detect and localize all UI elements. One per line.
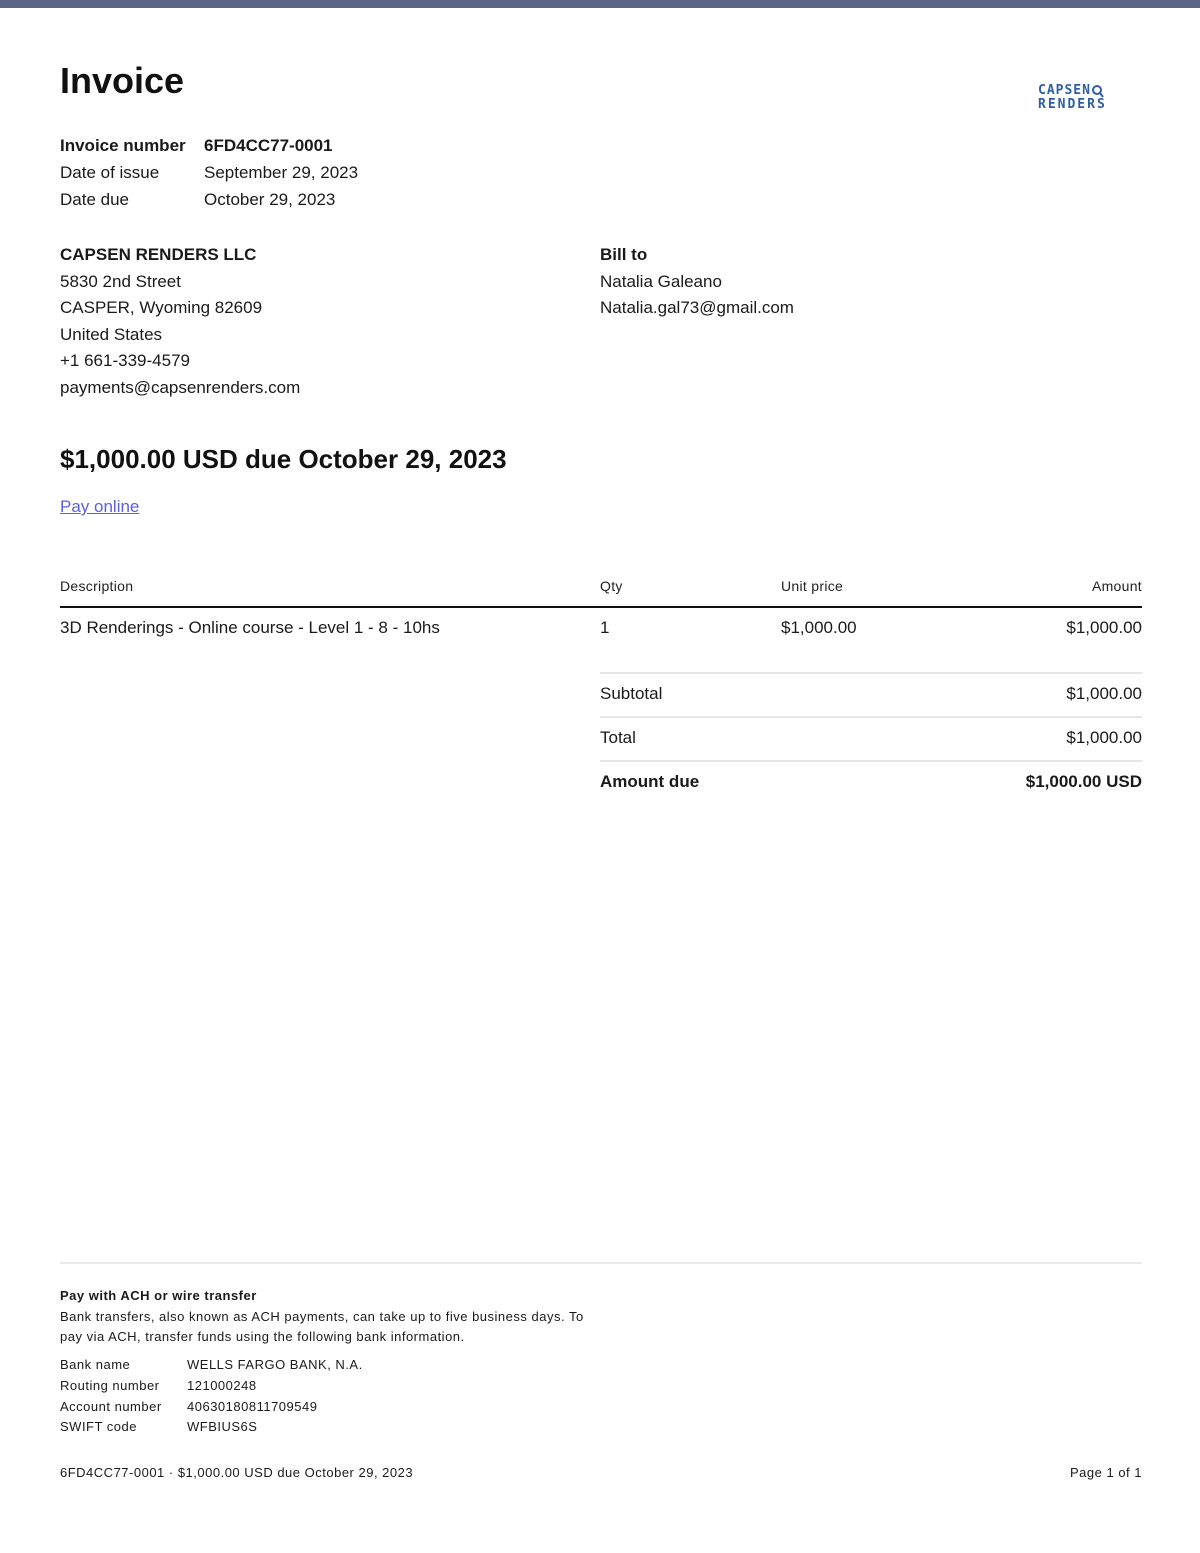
- totals-block: [600, 672, 1142, 804]
- header-unit-price: Unit price: [781, 578, 844, 594]
- routing-number-row: [60, 1376, 363, 1397]
- ach-text: Bank transfers, also known as ACH payments, can take up to five business days. To pay via ACH, transfer funds using the following bank information.: [60, 1308, 584, 1344]
- routing-number-value: 121000248: [187, 1377, 257, 1393]
- amount-due-row: [600, 760, 1142, 804]
- item-description: 3D Renderings - Online course - Level 1 - 8 - 10hs: [60, 618, 440, 637]
- subtotal-value: $1,000.00: [1066, 684, 1142, 703]
- date-due-label: Date due: [60, 190, 129, 209]
- swift-code-row: [60, 1417, 363, 1438]
- seller-street: 5830 2nd Street: [60, 271, 181, 291]
- bank-name-label: Bank name: [60, 1357, 131, 1372]
- invoice-number-label: Invoice number: [60, 136, 186, 155]
- bank-name-row: [60, 1355, 363, 1376]
- bill-to-heading: Bill to: [600, 245, 648, 264]
- page-title: Invoice: [60, 60, 185, 101]
- amount-due-label: Amount due: [600, 772, 700, 791]
- header-description: Description: [60, 578, 134, 594]
- seller-name: CAPSEN RENDERS LLC: [60, 245, 257, 264]
- bill-to-email: Natalia.gal73@gmail.com: [600, 298, 794, 318]
- date-of-issue-label: Date of issue: [60, 163, 160, 182]
- seller-city: CASPER, Wyoming 82609: [60, 298, 263, 318]
- table-row: [60, 618, 1142, 642]
- items-table-header: [60, 578, 1142, 606]
- company-logo: [1038, 83, 1107, 114]
- logo-line-1: CAPSEN: [1038, 83, 1091, 98]
- total-row: [600, 716, 1142, 760]
- table-header-divider: [60, 606, 1142, 608]
- date-of-issue-value: September 29, 2023: [204, 163, 359, 182]
- total-value: $1,000.00: [1066, 728, 1142, 747]
- account-number-row: [60, 1397, 363, 1418]
- invoice-number-value: 6FD4CC77-0001: [204, 136, 333, 155]
- footer-divider: [60, 1262, 1142, 1264]
- magnifier-icon: [1092, 84, 1104, 98]
- ach-title: Pay with ACH or wire transfer: [60, 1288, 257, 1303]
- header-amount: Amount: [1091, 578, 1142, 594]
- invoice-number-row: [60, 134, 358, 161]
- seller-address: [60, 242, 300, 402]
- top-accent-bar: [0, 0, 1200, 8]
- footer-summary: 6FD4CC77-0001 · $1,000.00 USD due October 29, 2023: [60, 1465, 414, 1480]
- swift-code-label: SWIFT code: [60, 1419, 138, 1435]
- subtotal-row: [600, 672, 1142, 716]
- item-amount: $1,000.00: [1066, 618, 1142, 637]
- amount-due-heading: $1,000.00 USD due October 29, 2023: [60, 444, 507, 474]
- swift-code-value: WFBIUS6S: [187, 1419, 258, 1435]
- date-due-value: October 29, 2023: [204, 190, 336, 209]
- account-number-label: Account number: [60, 1398, 162, 1414]
- subtotal-label: Subtotal: [600, 684, 663, 703]
- item-unit-price: $1,000.00: [781, 618, 857, 637]
- bill-to-block: [600, 242, 794, 322]
- bill-to-name: Natalia Galeano: [600, 271, 722, 291]
- seller-phone: +1 661-339-4579: [60, 351, 190, 371]
- routing-number-label: Routing number: [60, 1377, 160, 1393]
- invoice-meta: [60, 134, 358, 215]
- amount-due-value: $1,000.00 USD: [1025, 772, 1142, 791]
- bank-details: [60, 1355, 363, 1438]
- item-qty: 1: [600, 618, 610, 637]
- header-qty: Qty: [600, 578, 623, 594]
- date-due-row: [60, 188, 358, 215]
- bank-name-value: WELLS FARGO BANK, N.A.: [187, 1357, 363, 1372]
- ach-instructions: [60, 1286, 600, 1348]
- total-label: Total: [600, 728, 636, 747]
- seller-country: United States: [60, 324, 163, 344]
- pay-online-link[interactable]: Pay online: [60, 497, 140, 516]
- logo-line-2: RENDERS: [1038, 97, 1107, 112]
- account-number-value: 40630180811709549: [187, 1398, 318, 1414]
- page-number: Page 1 of 1: [1070, 1465, 1142, 1480]
- seller-email: payments@capsenrenders.com: [60, 377, 301, 397]
- date-of-issue-row: [60, 161, 358, 188]
